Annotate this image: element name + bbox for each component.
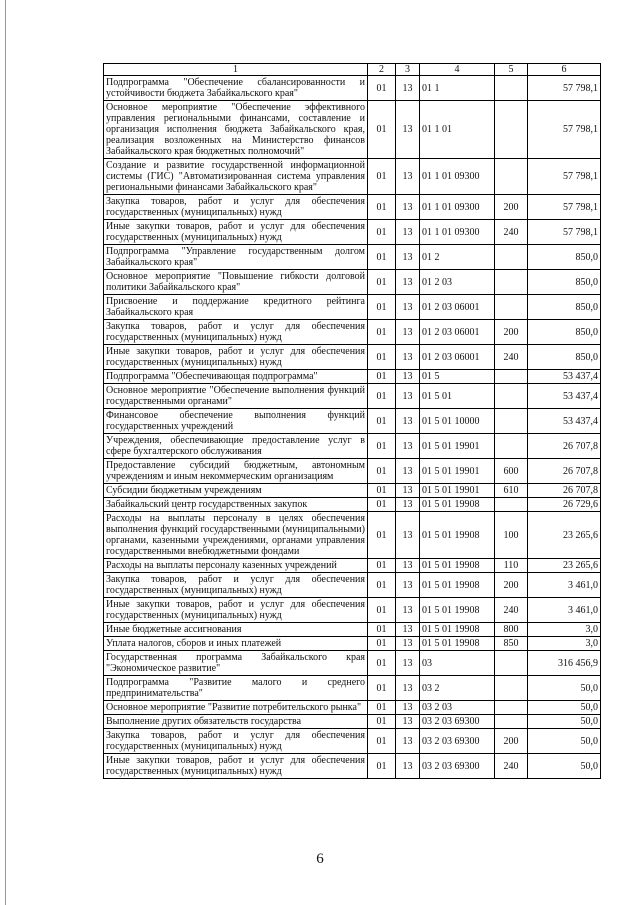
cell-c6: 53 437,4 <box>528 370 601 384</box>
cell-name: Создание и развитие государственной информационной системы (ГИС) "Автоматизированная система управления региональными финансами Забайкальского края" <box>104 159 368 195</box>
cell-c6: 26 707,8 <box>528 434 601 459</box>
cell-c2: 01 <box>368 637 396 651</box>
cell-c4: 01 5 01 19908 <box>420 637 495 651</box>
cell-name: Финансовое обеспечение выполнения функций государственных учреждений <box>104 409 368 434</box>
table-body <box>104 76 601 779</box>
cell-c4: 01 1 01 09300 <box>420 220 495 245</box>
cell-c2: 01 <box>368 270 396 295</box>
cell-c2: 01 <box>368 573 396 598</box>
cell-c3: 13 <box>396 598 420 623</box>
cell-name: Подпрограмма "Развитие малого и среднего предпринимательства" <box>104 676 368 701</box>
cell-c6: 3,0 <box>528 637 601 651</box>
cell-name: Закупка товаров, работ и услуг для обеспечения государственных (муниципальных) нужд <box>104 195 368 220</box>
cell-name: Расходы на выплаты персоналу казенных учреждений <box>104 559 368 573</box>
table-row <box>104 754 601 779</box>
cell-c2: 01 <box>368 101 396 159</box>
table-row <box>104 701 601 715</box>
table-row <box>104 384 601 409</box>
cell-c5: 100 <box>495 512 528 559</box>
cell-c6: 850,0 <box>528 295 601 320</box>
cell-name: Государственная программа Забайкальского края "Экономическое развитие" <box>104 651 368 676</box>
cell-c6: 50,0 <box>528 715 601 729</box>
header-row <box>104 64 601 76</box>
cell-c2: 01 <box>368 434 396 459</box>
cell-c4: 01 1 01 09300 <box>420 195 495 220</box>
cell-c5 <box>495 370 528 384</box>
cell-c3: 13 <box>396 623 420 637</box>
cell-c3: 13 <box>396 295 420 320</box>
cell-c4: 01 5 01 <box>420 384 495 409</box>
table-row <box>104 295 601 320</box>
cell-name: Основное мероприятие "Повышение гибкости долговой политики Забайкальского края" <box>104 270 368 295</box>
cell-c6: 3 461,0 <box>528 598 601 623</box>
cell-c2: 01 <box>368 729 396 754</box>
cell-c5 <box>495 76 528 101</box>
cell-c6: 57 798,1 <box>528 159 601 195</box>
cell-c2: 01 <box>368 295 396 320</box>
cell-c5 <box>495 245 528 270</box>
cell-c2: 01 <box>368 498 396 512</box>
cell-c3: 13 <box>396 195 420 220</box>
cell-c2: 01 <box>368 459 396 484</box>
cell-name: Иные закупки товаров, работ и услуг для обеспечения государственных (муниципальных) нужд <box>104 598 368 623</box>
cell-c6: 53 437,4 <box>528 384 601 409</box>
cell-c4: 01 5 01 19908 <box>420 598 495 623</box>
cell-c4: 01 5 01 19908 <box>420 498 495 512</box>
cell-c6: 26 729,6 <box>528 498 601 512</box>
header-col-2: 2 <box>368 64 396 76</box>
cell-name: Закупка товаров, работ и услуг для обеспечения государственных (муниципальных) нужд <box>104 729 368 754</box>
cell-c2: 01 <box>368 345 396 370</box>
cell-name: Присвоение и поддержание кредитного рейтинга Забайкальского края <box>104 295 368 320</box>
cell-c6: 23 265,6 <box>528 512 601 559</box>
cell-c2: 01 <box>368 409 396 434</box>
cell-c4: 01 2 <box>420 245 495 270</box>
cell-c4: 03 2 03 69300 <box>420 715 495 729</box>
cell-c3: 13 <box>396 370 420 384</box>
table-row <box>104 220 601 245</box>
cell-c6: 850,0 <box>528 245 601 270</box>
table-row <box>104 498 601 512</box>
table-row <box>104 195 601 220</box>
cell-c6: 50,0 <box>528 701 601 715</box>
cell-c5 <box>495 159 528 195</box>
cell-c6: 57 798,1 <box>528 76 601 101</box>
cell-c5 <box>495 295 528 320</box>
cell-c2: 01 <box>368 754 396 779</box>
cell-c4: 01 1 01 09300 <box>420 159 495 195</box>
cell-c4: 01 2 03 06001 <box>420 345 495 370</box>
cell-c4: 01 2 03 06001 <box>420 295 495 320</box>
cell-c5: 240 <box>495 754 528 779</box>
cell-c4: 01 5 01 19908 <box>420 559 495 573</box>
cell-c5 <box>495 101 528 159</box>
table-row <box>104 573 601 598</box>
cell-c2: 01 <box>368 384 396 409</box>
cell-c4: 01 2 03 <box>420 270 495 295</box>
budget-table <box>103 63 601 779</box>
table-row <box>104 637 601 651</box>
cell-c5 <box>495 409 528 434</box>
cell-c6: 3,0 <box>528 623 601 637</box>
cell-c4: 01 5 01 19908 <box>420 573 495 598</box>
cell-c3: 13 <box>396 637 420 651</box>
table-row <box>104 559 601 573</box>
table-row <box>104 409 601 434</box>
page-edge-line <box>5 0 6 905</box>
cell-c4: 01 5 01 10000 <box>420 409 495 434</box>
cell-c3: 13 <box>396 409 420 434</box>
cell-c5: 200 <box>495 320 528 345</box>
table-row <box>104 676 601 701</box>
table-row <box>104 598 601 623</box>
cell-c2: 01 <box>368 512 396 559</box>
cell-c2: 01 <box>368 559 396 573</box>
cell-c2: 01 <box>368 715 396 729</box>
cell-c5 <box>495 676 528 701</box>
cell-c5: 600 <box>495 459 528 484</box>
cell-c4: 03 2 03 69300 <box>420 754 495 779</box>
cell-c5 <box>495 384 528 409</box>
cell-c3: 13 <box>396 434 420 459</box>
cell-c3: 13 <box>396 459 420 484</box>
cell-c6: 57 798,1 <box>528 220 601 245</box>
cell-name: Закупка товаров, работ и услуг для обеспечения государственных (муниципальных) нужд <box>104 573 368 598</box>
cell-c4: 01 1 01 <box>420 101 495 159</box>
header-col-6: 6 <box>528 64 601 76</box>
header-col-1: 1 <box>104 64 368 76</box>
cell-c3: 13 <box>396 345 420 370</box>
cell-c2: 01 <box>368 676 396 701</box>
cell-c3: 13 <box>396 498 420 512</box>
cell-c3: 13 <box>396 715 420 729</box>
cell-c5: 200 <box>495 195 528 220</box>
cell-name: Подпрограмма "Управление государственным долгом Забайкальского края" <box>104 245 368 270</box>
cell-c3: 13 <box>396 220 420 245</box>
cell-c3: 13 <box>396 159 420 195</box>
cell-c3: 13 <box>396 651 420 676</box>
cell-c6: 50,0 <box>528 729 601 754</box>
cell-c4: 03 <box>420 651 495 676</box>
cell-c4: 01 5 01 19908 <box>420 512 495 559</box>
table-row <box>104 370 601 384</box>
cell-c5: 850 <box>495 637 528 651</box>
cell-c3: 13 <box>396 384 420 409</box>
cell-c6: 50,0 <box>528 676 601 701</box>
cell-c5 <box>495 701 528 715</box>
cell-name: Иные закупки товаров, работ и услуг для обеспечения государственных (муниципальных) нужд <box>104 345 368 370</box>
table-row <box>104 159 601 195</box>
cell-c6: 316 456,9 <box>528 651 601 676</box>
cell-c6: 50,0 <box>528 754 601 779</box>
cell-c3: 13 <box>396 484 420 498</box>
cell-name: Субсидии бюджетным учреждениям <box>104 484 368 498</box>
cell-c5: 200 <box>495 573 528 598</box>
cell-c3: 13 <box>396 270 420 295</box>
table-row <box>104 729 601 754</box>
cell-c2: 01 <box>368 195 396 220</box>
cell-c4: 01 5 01 19901 <box>420 459 495 484</box>
cell-c4: 03 2 03 <box>420 701 495 715</box>
cell-name: Выполнение других обязательств государства <box>104 715 368 729</box>
cell-name: Подпрограмма "Обеспечение сбалансированности и устойчивости бюджета Забайкальского края" <box>104 76 368 101</box>
cell-c5 <box>495 434 528 459</box>
cell-c2: 01 <box>368 159 396 195</box>
cell-c3: 13 <box>396 573 420 598</box>
cell-c5: 610 <box>495 484 528 498</box>
cell-c6: 850,0 <box>528 345 601 370</box>
cell-c6: 3 461,0 <box>528 573 601 598</box>
cell-name: Предоставление субсидий бюджетным, автономным учреждениям и иным некоммерческим организациям <box>104 459 368 484</box>
table-row <box>104 270 601 295</box>
cell-c5 <box>495 270 528 295</box>
cell-c4: 01 5 <box>420 370 495 384</box>
cell-c5 <box>495 715 528 729</box>
cell-c5: 240 <box>495 598 528 623</box>
table-row <box>104 484 601 498</box>
cell-c5: 800 <box>495 623 528 637</box>
cell-c3: 13 <box>396 320 420 345</box>
cell-c3: 13 <box>396 701 420 715</box>
cell-name: Основное мероприятие "Обеспечение эффективного управления региональными финансами, составление и организация исполнения бюджета Забайкальского края, реализация возложенных на Министерство финансов Забайкальского края бюджетных полномочий" <box>104 101 368 159</box>
cell-c3: 13 <box>396 245 420 270</box>
table-row <box>104 623 601 637</box>
cell-c2: 01 <box>368 320 396 345</box>
header-col-4: 4 <box>420 64 495 76</box>
cell-c5: 110 <box>495 559 528 573</box>
cell-c5: 240 <box>495 345 528 370</box>
cell-c2: 01 <box>368 245 396 270</box>
cell-name: Основное мероприятие "Обеспечение выполнения функций государственными органами" <box>104 384 368 409</box>
cell-c6: 53 437,4 <box>528 409 601 434</box>
cell-c4: 03 2 03 69300 <box>420 729 495 754</box>
cell-name: Иные бюджетные ассигнования <box>104 623 368 637</box>
cell-c3: 13 <box>396 76 420 101</box>
cell-name: Иные закупки товаров, работ и услуг для обеспечения государственных (муниципальных) нужд <box>104 754 368 779</box>
cell-c2: 01 <box>368 220 396 245</box>
table-row <box>104 345 601 370</box>
cell-c6: 26 707,8 <box>528 459 601 484</box>
cell-name: Основное мероприятие "Развитие потребительского рынка" <box>104 701 368 715</box>
table-row <box>104 320 601 345</box>
cell-name: Закупка товаров, работ и услуг для обеспечения государственных (муниципальных) нужд <box>104 320 368 345</box>
cell-c6: 23 265,6 <box>528 559 601 573</box>
cell-c2: 01 <box>368 701 396 715</box>
cell-c2: 01 <box>368 484 396 498</box>
table-row <box>104 245 601 270</box>
header-col-5: 5 <box>495 64 528 76</box>
cell-c5: 240 <box>495 220 528 245</box>
cell-c2: 01 <box>368 598 396 623</box>
cell-c3: 13 <box>396 512 420 559</box>
cell-c4: 01 5 01 19908 <box>420 623 495 637</box>
cell-c6: 850,0 <box>528 320 601 345</box>
cell-c5: 200 <box>495 729 528 754</box>
cell-c5 <box>495 498 528 512</box>
table-row <box>104 459 601 484</box>
cell-c5 <box>495 651 528 676</box>
table-row <box>104 651 601 676</box>
cell-c3: 13 <box>396 101 420 159</box>
cell-c3: 13 <box>396 676 420 701</box>
cell-name: Иные закупки товаров, работ и услуг для обеспечения государственных (муниципальных) нужд <box>104 220 368 245</box>
header-col-3: 3 <box>396 64 420 76</box>
cell-c4: 03 2 <box>420 676 495 701</box>
cell-c3: 13 <box>396 729 420 754</box>
cell-c2: 01 <box>368 651 396 676</box>
cell-name: Забайкальский центр государственных закупок <box>104 498 368 512</box>
cell-name: Учреждения, обеспечивающие предоставление услуг в сфере бухгалтерского обслуживания <box>104 434 368 459</box>
cell-c4: 01 2 03 06001 <box>420 320 495 345</box>
table-row <box>104 512 601 559</box>
page-number: 6 <box>316 851 324 867</box>
table-row <box>104 715 601 729</box>
table-row <box>104 101 601 159</box>
cell-c3: 13 <box>396 559 420 573</box>
cell-c4: 01 1 <box>420 76 495 101</box>
cell-name: Уплата налогов, сборов и иных платежей <box>104 637 368 651</box>
cell-name: Подпрограмма "Обеспечивающая подпрограмма" <box>104 370 368 384</box>
cell-c4: 01 5 01 19901 <box>420 434 495 459</box>
cell-c2: 01 <box>368 76 396 101</box>
cell-name: Расходы на выплаты персоналу в целях обеспечения выполнения функций государственными (муниципальными) органами, казенными учреждениями, органами управления государственными внебюджетными фондами <box>104 512 368 559</box>
table-row <box>104 434 601 459</box>
cell-c2: 01 <box>368 370 396 384</box>
cell-c4: 01 5 01 19901 <box>420 484 495 498</box>
cell-c3: 13 <box>396 754 420 779</box>
cell-c6: 57 798,1 <box>528 101 601 159</box>
cell-c2: 01 <box>368 623 396 637</box>
cell-c6: 850,0 <box>528 270 601 295</box>
cell-c6: 26 707,8 <box>528 484 601 498</box>
cell-c6: 57 798,1 <box>528 195 601 220</box>
table-row <box>104 76 601 101</box>
